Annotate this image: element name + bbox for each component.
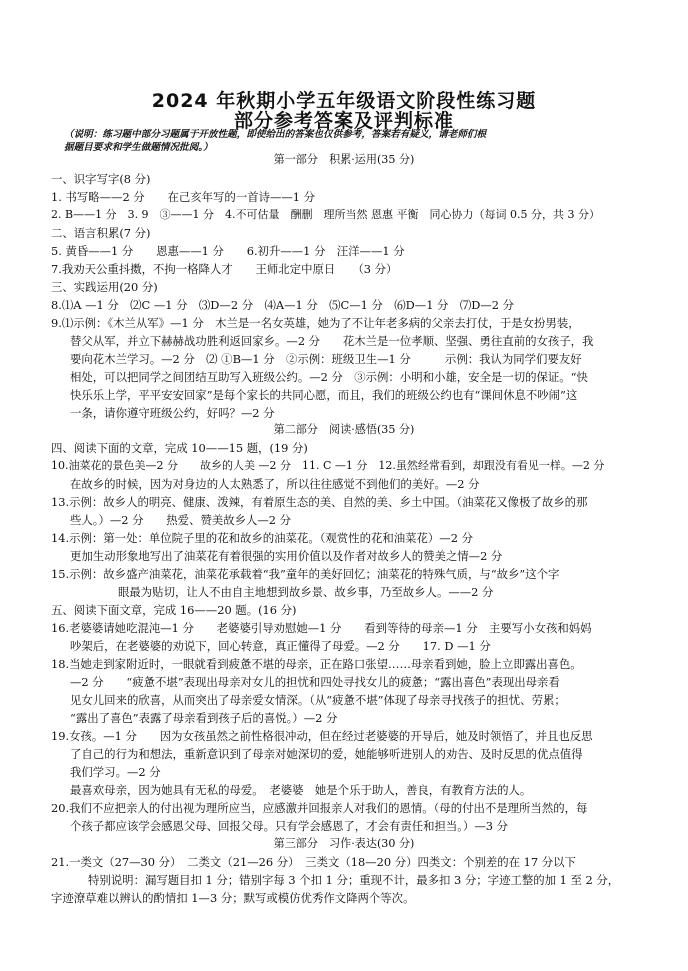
answer-line: 眼最为贴切，让人不由自主地想到故乡景、故乡事，乃至故乡人。——2 分 xyxy=(118,585,494,599)
answer-line: 20.我们不应把亲人的付出视为理所应当，应感激并回报亲人对我们的恩情。（母的付出不是理所当然的，每 xyxy=(51,801,588,815)
subsection-heading: 四、阅读下面的文章，完成 10——15 题，(19 分) xyxy=(51,441,308,455)
answer-line: 2. B——1 分 3. 9 ③——1 分 4.不可估量 酬删 理所当然 恩惠 平衡 同心协力（每词 0.5 分，共 3 分） xyxy=(51,208,601,221)
subsection-heading: 一、识字写字(8 分) xyxy=(51,172,151,186)
answer-line: 15.示例：故乡盛产油菜花，油菜花承载着“我”童年的美好回忆；油菜花的特殊气质，与“故乡”这个字 xyxy=(51,567,560,581)
answer-line: 19.女孩。—1 分 因为女孩虽然之前性格很冲动，但在经过老婆婆的开导后，她及时领悟了，并且也反思 xyxy=(51,729,593,743)
answer-line: 些人。）—2 分 热爱、赞美故乡人—2 分 xyxy=(70,513,292,527)
answer-line: 5. 黄昏——1 分 恩惠——1 分 6.初升——1 分 汪洋——1 分 xyxy=(51,244,405,258)
answer-line: 9.⑴示例：《木兰从军》—1 分 木兰是一名女英雄，她为了不让年老多病的父亲去打仗，于是女扮男装， xyxy=(51,316,580,330)
answer-line: 了自己的行为和想法，重新意识到了母亲对她深切的爱，她能够听进别人的劝告、及时反思的优点值得 xyxy=(70,747,583,761)
document-title: 2024 年秋期小学五年级语文阶段性练习题 xyxy=(151,90,537,112)
answer-line: 吵架后，在老婆婆的劝说下，回心转意，真正懂得了母爱。—2 分 17. D —1 分 xyxy=(70,639,491,653)
answer-line: 最喜欢母亲，因为她具有无私的母爱。 老婆婆 她是个乐于助人，善良，有教育方法的人。 xyxy=(70,783,532,797)
instruction-note xyxy=(64,128,664,154)
answer-line: 我们学习。—2 分 xyxy=(70,765,161,779)
section-heading-part2: 第二部分 阅读·感悟(35 分) xyxy=(273,423,415,436)
answer-line: 替父从军，并立下赫赫战功胜利返回家乡。—2 分 花木兰是一位孝顺、坚强、勇往直前的女孩子，我 xyxy=(70,334,594,348)
subsection-heading: 五、阅读下面文章，完成 16——20 题。(16 分) xyxy=(51,603,297,617)
answer-line: 相处，可以把同学之间团结互助写入班级公约。—2 分 ③示例：小明和小雄，安全是一切的保证。“快 xyxy=(70,370,588,384)
answer-line: 18.当她走到家附近时，一眼就看到疲惫不堪的母亲，正在路口张望……母亲看到她，脸上立即露出喜色。 xyxy=(51,657,582,671)
answer-line: 7.我劝天公重抖擞，不拘一格降人才 王师北定中原日 （3 分） xyxy=(51,262,398,276)
answer-line: 13.示例：故乡人的明亮、健康、泼辣，有着原生态的美、自然的美、乡土中国。（油菜花又像极了故乡的那 xyxy=(51,495,588,509)
subsection-heading: 三、实践运用(20 分) xyxy=(51,280,158,294)
answer-line: 8.⑴A —1 分 ⑵C —1 分 ⑶D—2 分 ⑷A—1 分 ⑸C—1 分 ⑹D—1 分 ⑺D—2 分 xyxy=(51,298,515,312)
note-line: 据题目要求和学生做题情况批阅。） xyxy=(64,142,213,153)
answer-line: 见女儿回来的欣喜，从而突出了母亲爱女情深。（从“疲惫不堪”体现了母亲寻找孩子的担忧、劳累； xyxy=(70,693,566,707)
answer-line: —2 分 “疲惫不堪”表现出母亲对女儿的担忧和四处寻找女儿的疲惫；“露出喜色”表现出母亲看 xyxy=(70,675,560,689)
answer-line: 字迹潦草难以辨认的酌情扣 1—3 分；默写或模仿优秀作文降两个等次。 xyxy=(51,891,415,905)
section-heading-part3: 第三部分 习作·表达(30 分) xyxy=(273,837,415,850)
answer-line: 个孩子都应该学会感恩父母、回报父母。只有学会感恩了，才会有责任和担当。）—3 分 xyxy=(70,819,509,833)
answer-line: 更加生动形象地写出了油菜花有着很强的实用价值以及作者对故乡人的赞美之情—2 分 xyxy=(70,549,503,563)
subsection-heading: 二、语言积累(7 分) xyxy=(51,226,151,240)
answer-line: 16.老婆婆请她吃混沌—1 分 老婆婆引导劝慰她—1 分 看到等待的母亲—1 分 主要写小女孩和妈妈 xyxy=(51,621,592,635)
note-line: （说明：练习题中部分习题属于开放性题，即使给出的答案也仅供参考，答案若有疑义，请老师们根 xyxy=(64,129,487,140)
answer-line: 14.示例：第一处：单位院子里的花和故乡的油菜花。（观赏性的花和油菜花）—2 分 xyxy=(51,531,473,545)
answer-line: 要向花木兰学习。—2 分 ⑵ ①B—1 分 ②示例：班级卫生—1 分 示例：我认为同学们要友好 xyxy=(70,352,582,366)
answer-line: 1. 书写略——2 分 在己亥年写的一首诗——1 分 xyxy=(51,190,316,204)
answer-line: 特别说明：漏写题目扣 1 分；错别字每 3 个扣 1 分；重现不计，最多扣 3 分；字迹工整的加 1 至 2 分， xyxy=(88,873,620,887)
section-heading-part1: 第一部分 积累·运用(35 分) xyxy=(273,153,415,166)
answer-line: 在故乡的时候，因为对身边的人太熟悉了，所以往往感觉不到他们的美好。—2 分 xyxy=(70,477,480,491)
document-subtitle: 部分参考答案及评判标准 xyxy=(233,110,454,132)
answer-line: 10.油菜花的景色美—2 分 故乡的人美 —2 分 11. C —1 分 12.虽然经常看到，却跟没有看见一样。—2 分 xyxy=(51,459,605,472)
answer-line: 快乐乐上学，平平安安回家”是每个家长的共同心愿，而且，我们的班级公约也有“课间休息不吵闹”这 xyxy=(70,388,578,402)
answer-line: 一条，请你遵守班级公约，好吗？—2 分 xyxy=(70,406,275,420)
answer-line: “露出了喜色”表露了母亲看到孩子后的喜悦。）—2 分 xyxy=(70,711,338,725)
answer-line: 21.一类文（27—30 分） 二类文（21—26 分） 三类文（18—20 分）四类文：个别差的在 17 分以下 xyxy=(51,855,576,869)
